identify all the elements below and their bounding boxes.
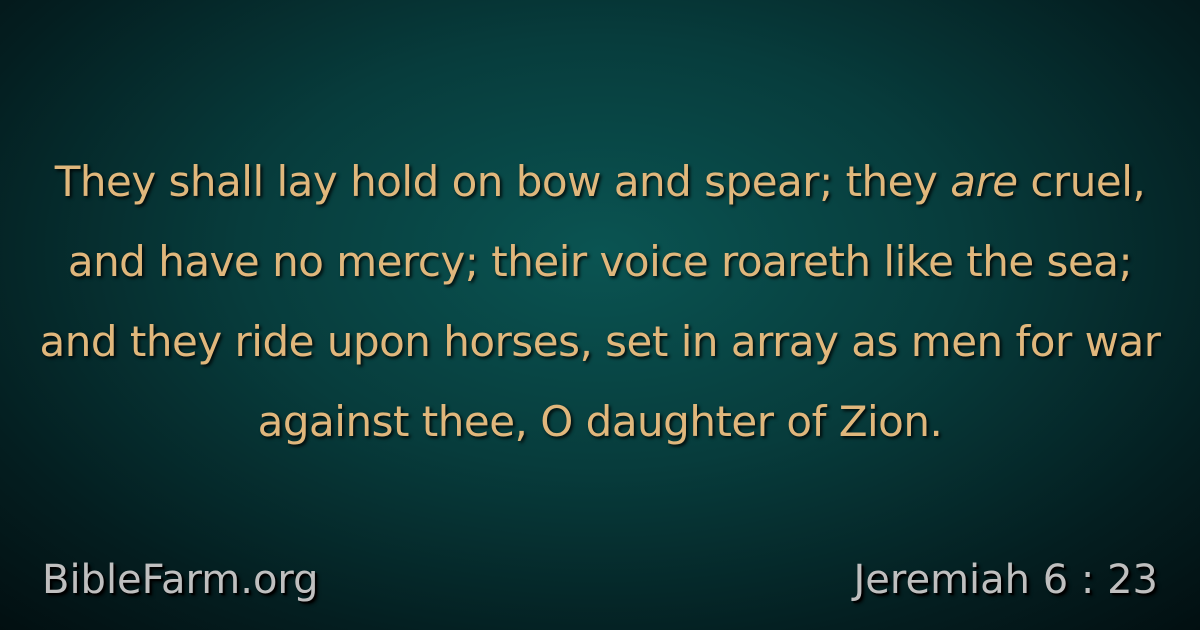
verse-text xyxy=(30,142,1170,462)
verse-reference: Jeremiah 6 : 23 xyxy=(853,557,1158,603)
verse-text-part-2: cruel, and have no mercy; their voice roareth like the sea; and they ride upon horses, set in array as men for war against thee, O daughter of Zion. xyxy=(39,157,1161,446)
verse-italic-word: are xyxy=(950,157,1018,206)
verse-text-part-1: They shall lay hold on bow and spear; they xyxy=(54,157,951,206)
site-name: BibleFarm.org xyxy=(42,557,319,603)
